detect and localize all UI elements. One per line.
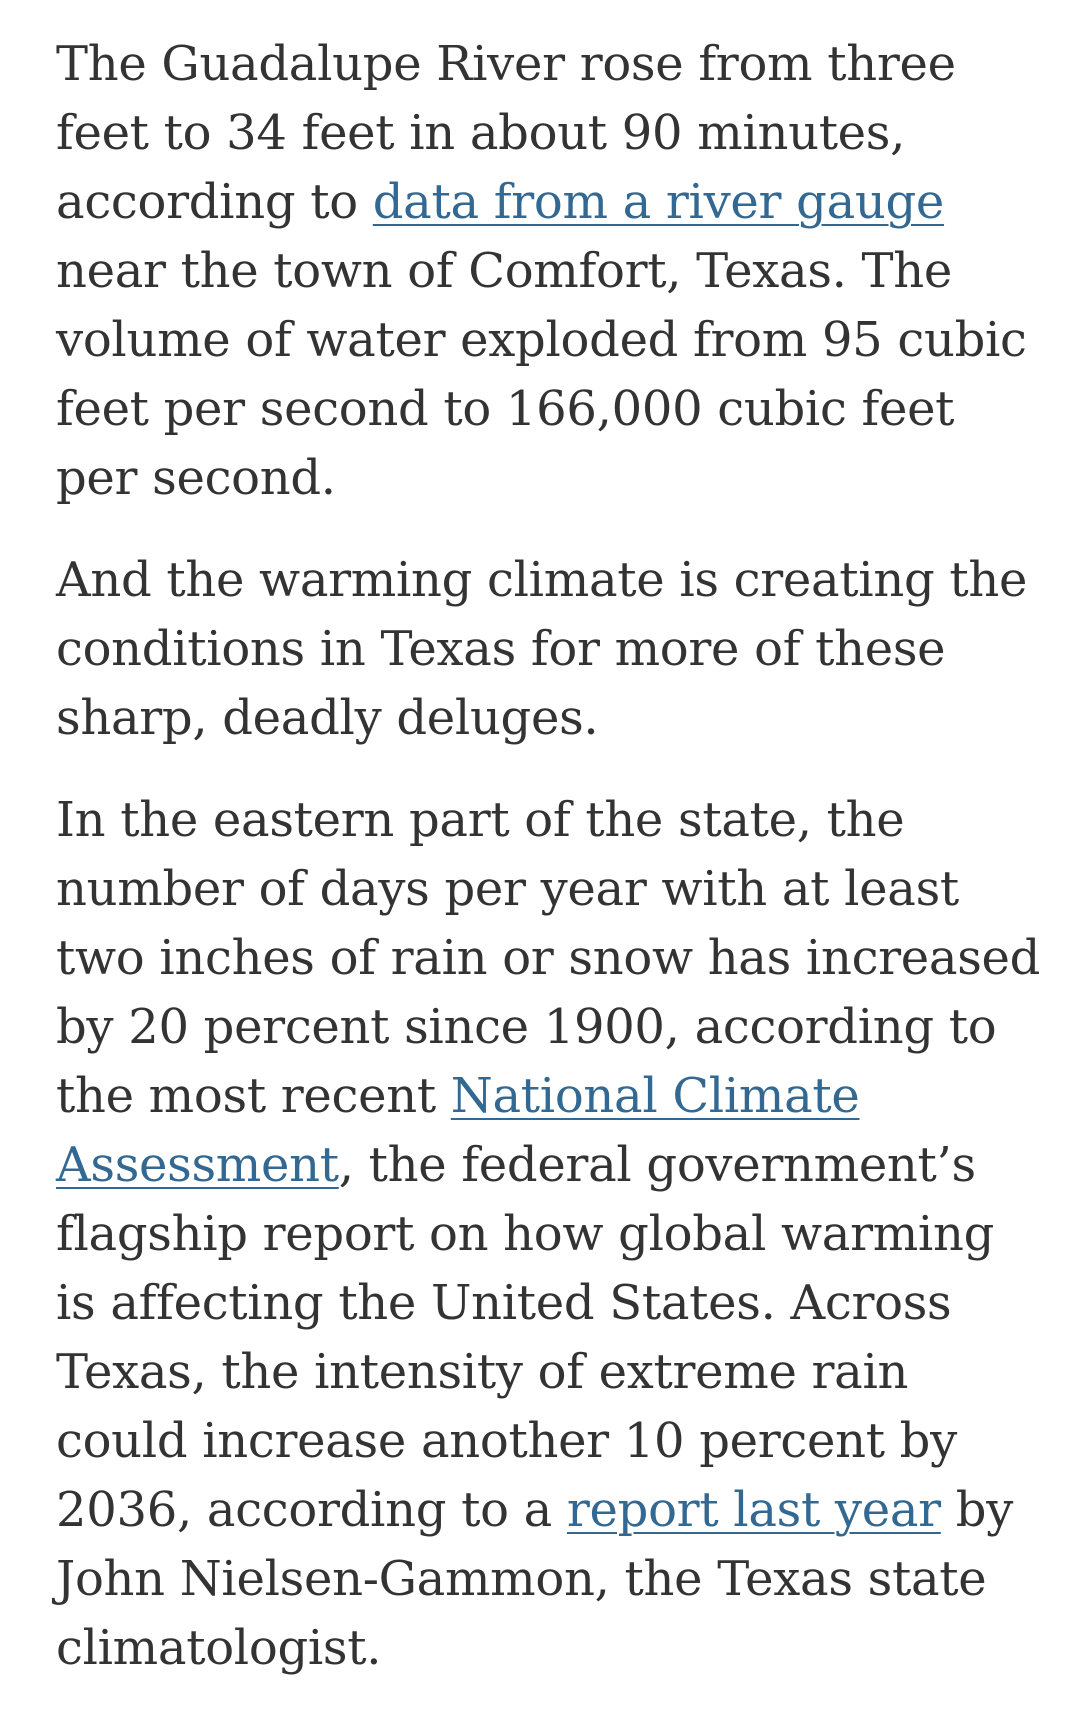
paragraph-text: The Guadalupe River rose from three feet to 34 feet in about 90 minutes, according to (56, 36, 956, 230)
paragraph-text: , the federal government’s flagship report on how global warming is affecting the United States. Across Texas, the intensity of extreme rain could increase another 10 percent by 2036, according to a (56, 1137, 995, 1538)
paragraph-text: In the eastern part of the state, the number of days per year with at least two inches of rain or snow has increased by 20 percent since 1900, according to the most recent (56, 792, 1041, 1124)
link-report-last-year[interactable]: report last year (566, 1482, 941, 1538)
article-paragraph-2 (56, 546, 1041, 753)
link-national-climate-assessment[interactable]: National Climate Assessment (56, 1068, 860, 1193)
paragraph-text: And the warming climate is creating the conditions in Texas for more of these sharp, deadly deluges. (56, 552, 1028, 746)
paragraph-text: near the town of Comfort, Texas. The volume of water exploded from 95 cubic feet per second to 166,000 cubic feet per second. (56, 243, 1027, 506)
article-paragraph-1 (56, 30, 1041, 513)
article-body (56, 30, 1041, 1716)
paragraph-text: by John Nielsen-Gammon, the Texas state climatologist. (56, 1482, 1014, 1676)
article-paragraph-3 (56, 786, 1041, 1683)
link-river-gauge-data[interactable]: data from a river gauge (372, 174, 945, 230)
